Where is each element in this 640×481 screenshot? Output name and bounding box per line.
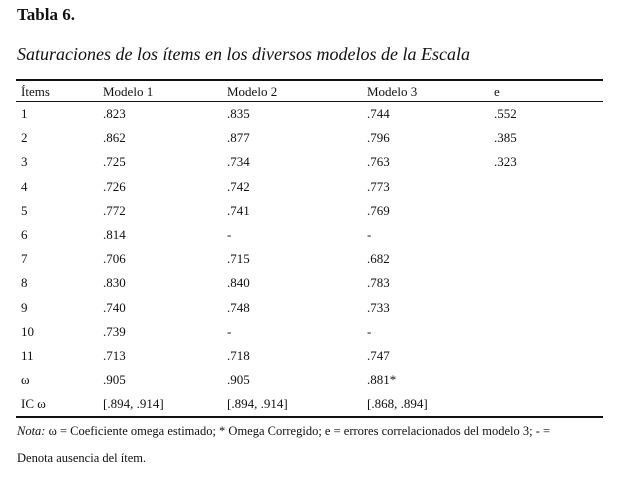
cell-modelo-1: .905 [103,372,126,388]
cell-modelo-1: .862 [103,130,126,146]
cell-modelo-2: .748 [227,299,250,315]
cell-modelo-2: .741 [227,202,250,218]
cell-modelo-1: .823 [103,106,126,122]
header-modelo-1: Modelo 1 [103,83,154,99]
header-modelo-2: Modelo 2 [227,83,278,99]
cell-modelo-2: .715 [227,251,250,267]
cell-item: 7 [21,251,28,267]
cell-e [494,199,603,223]
table-row [16,199,603,223]
table-row [16,344,603,368]
cell-modelo-2: - [227,227,232,243]
cell-modelo-2: .905 [227,372,250,388]
cell-item: 2 [21,130,28,146]
table-row [16,271,603,295]
cell-modelo-3: [.868, .894] [367,396,428,412]
table-row [16,175,603,199]
cell-e: .323 [494,154,517,170]
cell-modelo-1: .740 [103,299,126,315]
cell-item: ω [21,372,30,388]
cell-modelo-1: .706 [103,251,126,267]
cell-item: 9 [21,299,28,315]
cell-modelo-2: .742 [227,178,250,194]
cell-e [494,175,603,199]
table-row [16,126,603,150]
saturation-table [16,81,603,101]
table-row [16,102,603,126]
cell-item: 1 [21,106,28,122]
cell-item: 4 [21,178,28,194]
cell-item: 10 [21,323,34,339]
cell-modelo-1: .739 [103,323,126,339]
cell-modelo-3: .744 [367,106,390,122]
cell-modelo-1: .772 [103,202,126,218]
header-row [16,81,603,101]
table-row [16,392,603,416]
cell-modelo-2: .718 [227,347,250,363]
cell-modelo-1: .814 [103,227,126,243]
cell-e: .385 [494,130,517,146]
header-items: Ítems [21,83,50,99]
cell-item: IC ω [21,396,46,412]
cell-e [494,368,603,392]
cell-modelo-2: - [227,323,232,339]
cell-modelo-1: .726 [103,178,126,194]
table-row [16,150,603,174]
cell-e [494,271,603,295]
saturation-table-body [16,102,603,416]
cell-e [494,223,603,247]
table-note [17,418,617,472]
cell-e [494,247,603,271]
cell-e [494,344,603,368]
cell-e: .552 [494,106,517,122]
cell-modelo-3: - [367,227,372,243]
cell-modelo-2: [.894, .914] [227,396,288,412]
note-line-2: Denota ausencia del ítem. [17,451,147,465]
cell-modelo-2: .877 [227,130,250,146]
table-row [16,296,603,320]
cell-modelo-3: .682 [367,251,390,267]
note-line-1: ω = Coeficiente omega estimado; * Omega Corregido; e = errores correlacionados del modelo 3; - = [45,424,551,438]
cell-modelo-1: .725 [103,154,126,170]
table-row [16,320,603,344]
cell-modelo-2: .835 [227,106,250,122]
cell-modelo-2: .840 [227,275,250,291]
cell-modelo-3: .769 [367,202,390,218]
cell-modelo-3: .747 [367,347,390,363]
cell-item: 5 [21,202,28,218]
saturation-table-wrapper [16,79,603,418]
cell-item: 3 [21,154,28,170]
table-caption: Saturaciones de los ítems en los diversos modelos de la Escala [17,44,470,64]
cell-e [494,320,603,344]
cell-item: 6 [21,227,28,243]
cell-modelo-3: - [367,323,372,339]
cell-modelo-3: .783 [367,275,390,291]
table-row [16,247,603,271]
header-e: e [494,83,500,99]
cell-modelo-2: .734 [227,154,250,170]
cell-modelo-3: .733 [367,299,390,315]
cell-e [494,392,603,416]
cell-e [494,296,603,320]
cell-modelo-3: .763 [367,154,390,170]
cell-modelo-3: .773 [367,178,390,194]
cell-modelo-1: .713 [103,347,126,363]
cell-modelo-1: .830 [103,275,126,291]
note-label: Nota: [17,424,46,438]
cell-item: 8 [21,275,28,291]
table-row [16,223,603,247]
cell-item: 11 [21,347,34,363]
table-label: Tabla 6. [17,5,75,24]
cell-modelo-3: .796 [367,130,390,146]
table-row [16,368,603,392]
cell-modelo-1: [.894, .914] [103,396,164,412]
header-modelo-3: Modelo 3 [367,83,418,99]
cell-modelo-3: .881* [367,372,397,388]
